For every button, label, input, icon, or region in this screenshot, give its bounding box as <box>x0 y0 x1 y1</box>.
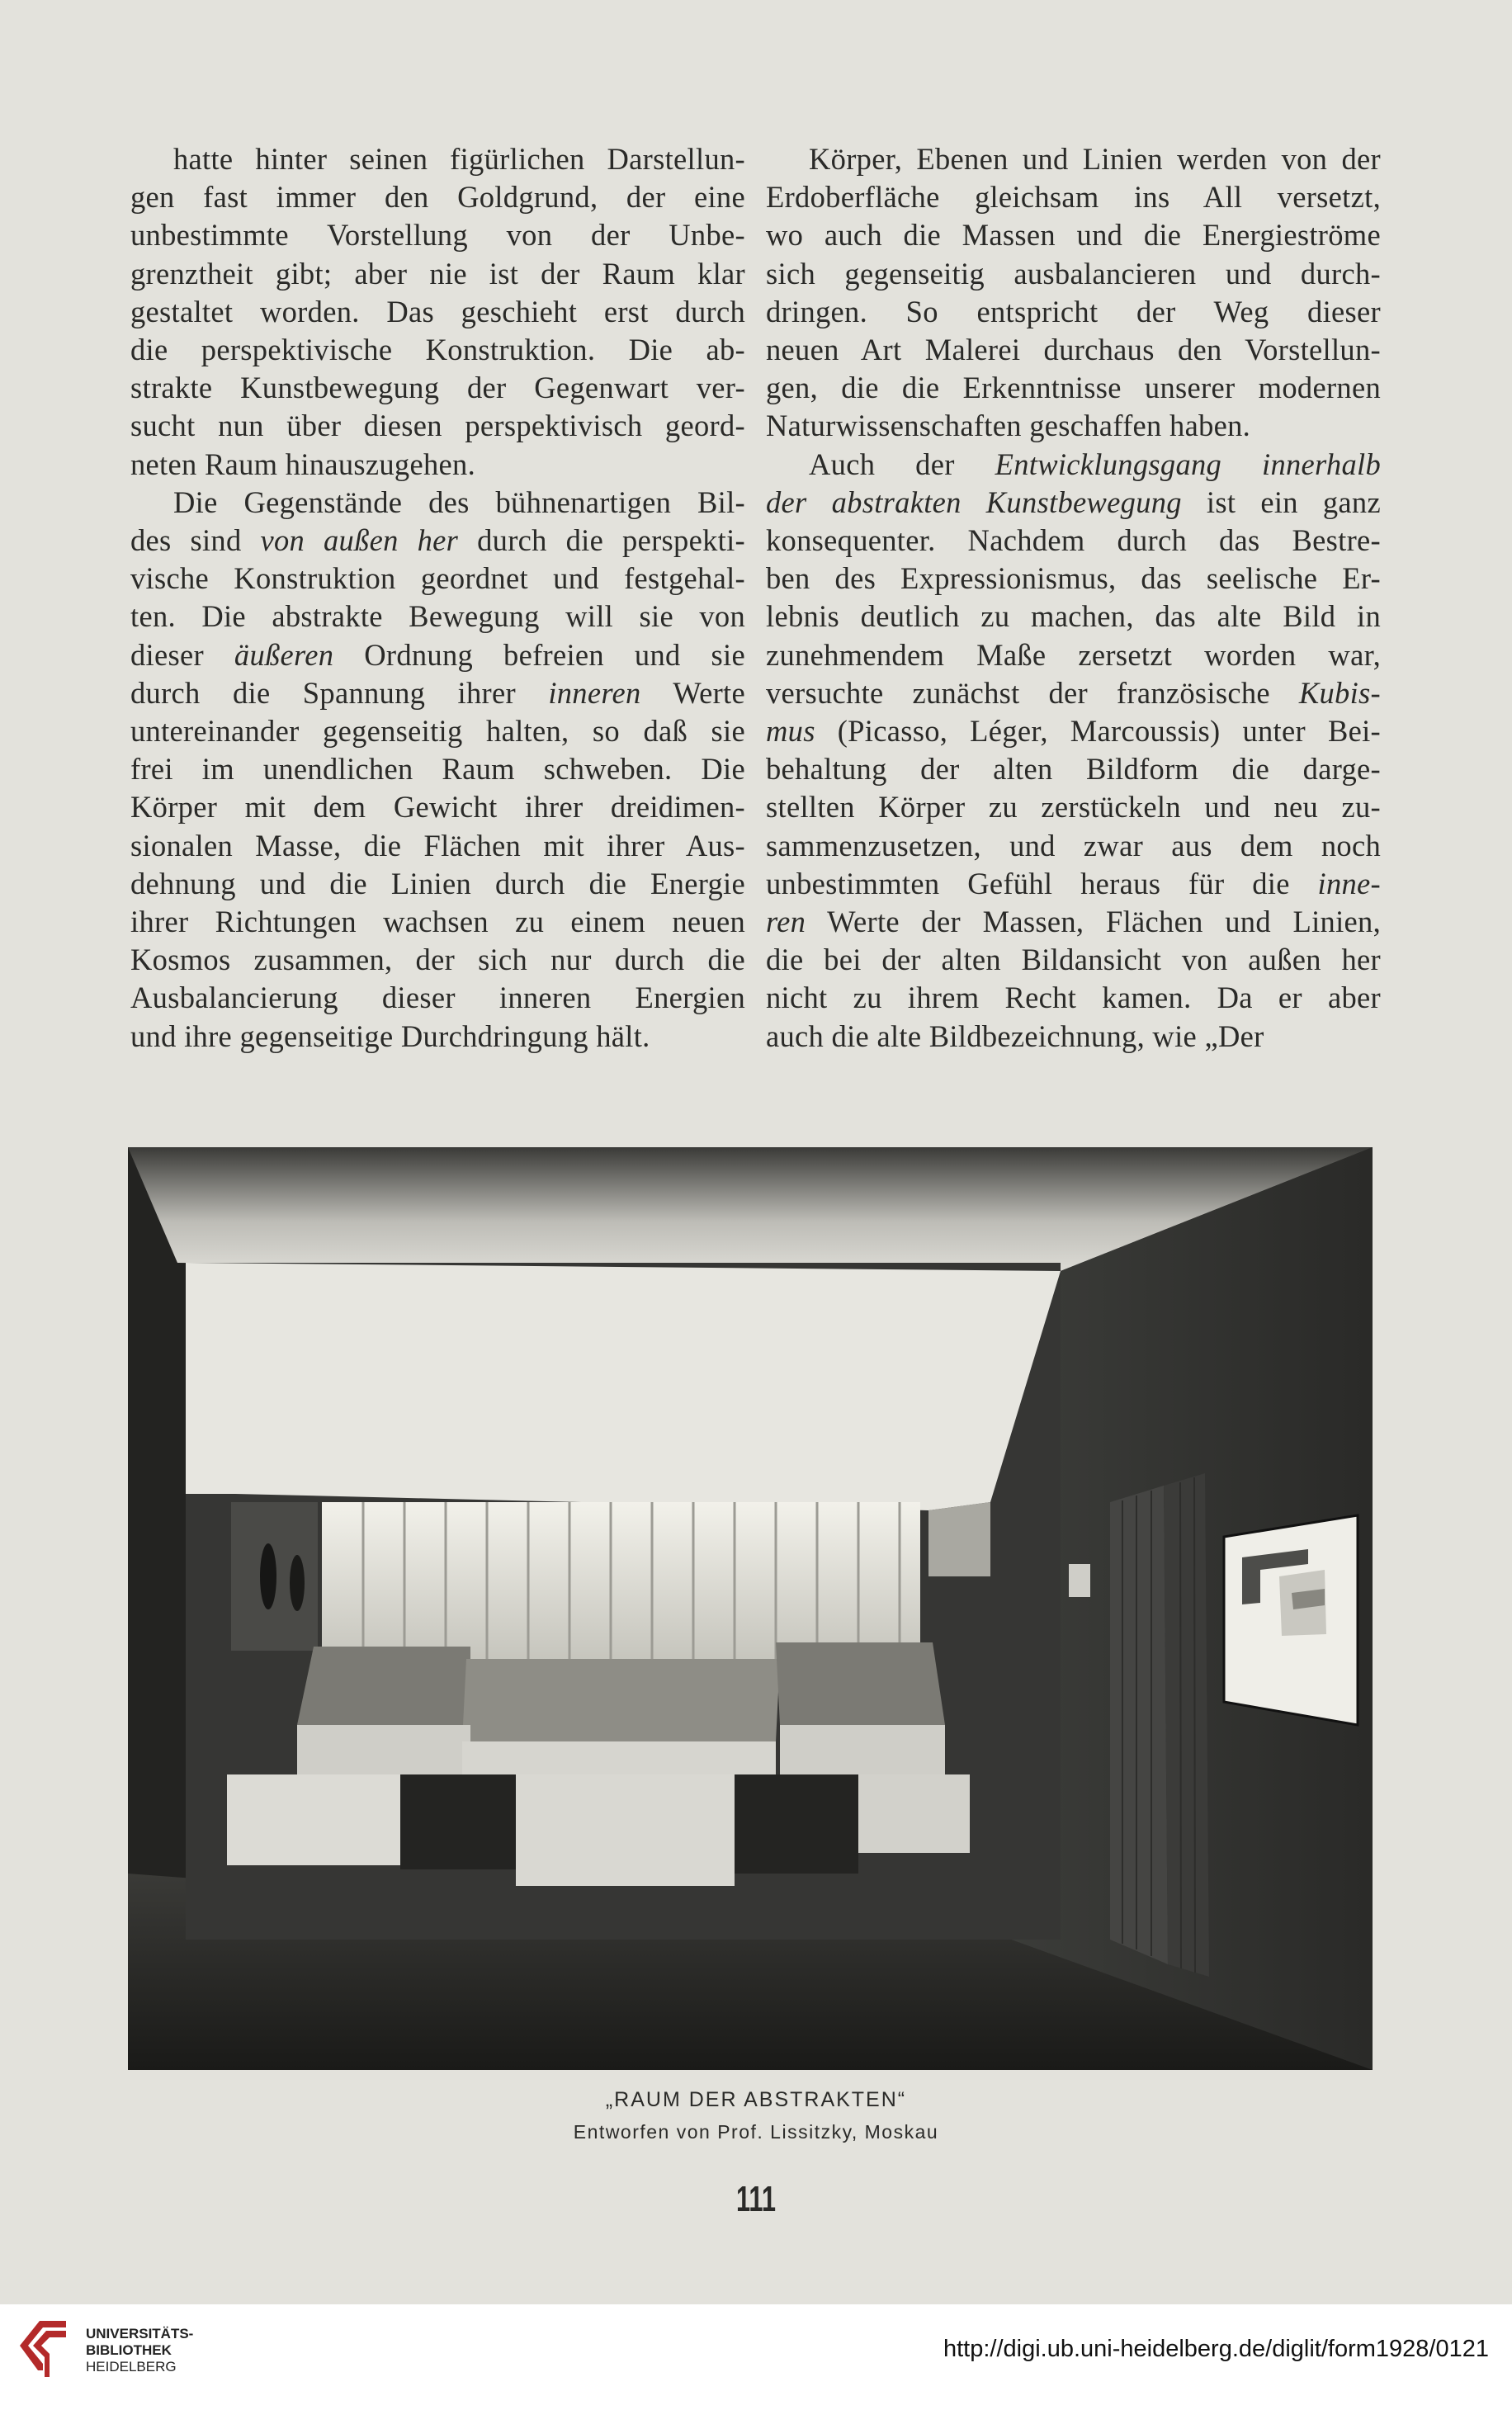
text-line <box>130 636 745 674</box>
text-line: Körper mit dem Gewicht ihrer dreidimen- <box>130 790 745 825</box>
paragraph <box>766 446 1381 1056</box>
text-line <box>766 674 1381 712</box>
text-segment: Ordnung befreien und sie <box>333 637 745 672</box>
text-line: und ihre gegenseitige Durchdringung hält. <box>130 1018 650 1053</box>
text-line: ben des Expressionismus, das seelische Er- <box>766 561 1381 596</box>
text-line: behaltung der alten Bildform die darge- <box>766 752 1381 787</box>
text-line: wo auch die Massen und die Energieströme <box>766 218 1381 253</box>
text-line: zunehmendem Maße zersetzt worden war, <box>766 637 1381 672</box>
text-segment: dieser <box>130 637 234 672</box>
text-line: sucht nun über diesen perspektivisch geord- <box>130 409 745 443</box>
text-segment: Auch der <box>809 447 995 481</box>
caption-subtitle: Entworfen von Prof. Lissitzky, Moskau <box>573 2121 939 2143</box>
emphasis: Kubis- <box>1298 675 1381 710</box>
emphasis: inne- <box>1317 866 1381 900</box>
emphasis: mus <box>766 714 815 749</box>
text-line: frei im unendlichen Raum schweben. Die <box>130 752 745 787</box>
text-line: auch die alte Bildbezeichnung, wie „Der <box>766 1018 1264 1053</box>
caption-title: „RAUM DER ABSTRAKTEN“ <box>605 2088 907 2111</box>
text-segment: Werte <box>640 675 745 710</box>
text-line: dringen. So entspricht der Weg dieser <box>766 294 1381 328</box>
text-line <box>130 522 745 560</box>
text-line: grenztheit gibt; aber nie ist der Raum klar <box>130 256 745 291</box>
emphasis: Entwicklungsgang innerhalb <box>995 447 1381 481</box>
source-url-link[interactable]: http://digi.ub.uni-heidelberg.de/diglit/form1928/0121 <box>943 2336 1489 2362</box>
text-line: hatte hinter seinen figürlichen Darstellun- <box>173 142 745 176</box>
text-segment: durch die Spannung ihrer <box>130 675 549 710</box>
text-line <box>130 674 745 712</box>
page-number: 111 <box>736 2179 776 2219</box>
text-segment: ist ein ganz <box>1181 484 1381 519</box>
right-text-column <box>766 140 1381 1056</box>
text-segment: unbestimmten Gefühl heraus für die <box>766 866 1318 900</box>
text-segment: (Picasso, Léger, Marcoussis) unter Bei- <box>815 714 1381 749</box>
exhibition-room-photo <box>128 1147 1373 2070</box>
text-line: dehnung und die Linien durch die Energie <box>130 866 745 900</box>
library-logo-icon <box>15 2313 74 2379</box>
text-line: Kosmos zusammen, der sich nur durch die <box>130 943 745 977</box>
text-segment: versuchte zunächst der französische <box>766 675 1299 710</box>
emphasis: ren <box>766 905 806 939</box>
text-line: gen fast immer den Goldgrund, der eine <box>130 180 745 215</box>
text-line <box>766 865 1381 903</box>
text-line: Ausbalancierung dieser inneren Energien <box>130 981 745 1015</box>
text-line: gen, die die Erkenntnisse unserer modernen <box>766 371 1381 405</box>
text-line <box>766 484 1381 522</box>
text-line: neten Raum hinauszugehen. <box>130 447 475 481</box>
text-line: sich gegenseitig ausbalancieren und durch- <box>766 256 1381 291</box>
paragraph <box>766 140 1381 446</box>
text-line: Naturwissenschaften geschaffen haben. <box>766 409 1251 443</box>
text-line: die perspektivische Konstruktion. Die ab- <box>130 333 745 367</box>
text-line: lebnis deutlich zu machen, das alte Bild in <box>766 599 1381 634</box>
text-line: neuen Art Malerei durchaus den Vorstellun- <box>766 333 1381 367</box>
footer-bar <box>0 2304 1512 2410</box>
text-line: ten. Die abstrakte Bewegung will sie von <box>130 599 745 634</box>
emphasis: der abstrakten Kunstbewegung <box>766 484 1182 519</box>
text-line: strakte Kunstbewegung der Gegenwart ver- <box>130 371 745 405</box>
text-line: vische Konstruktion geordnet und festgehal- <box>130 561 745 596</box>
text-line: sionalen Masse, die Flächen mit ihrer Aus- <box>130 828 745 862</box>
text-line: ihrer Richtungen wachsen zu einem neuen <box>130 905 745 939</box>
text-line: Körper, Ebenen und Linien werden von der <box>809 142 1381 176</box>
text-line: nicht zu ihrem Recht kamen. Da er aber <box>766 981 1381 1015</box>
paragraph <box>130 140 745 484</box>
emphasis: inneren <box>548 675 641 710</box>
library-name-line: UNIVERSITÄTS- <box>86 2326 194 2341</box>
left-text-column <box>130 140 745 1056</box>
library-name-line: HEIDELBERG <box>86 2359 177 2375</box>
text-line: konsequenter. Nachdem durch das Bestre- <box>766 523 1381 558</box>
text-line: gestaltet worden. Das geschieht erst durch <box>130 294 745 328</box>
text-segment: durch die perspekti- <box>458 523 745 558</box>
library-name <box>86 2326 193 2375</box>
text-segment: Werte der Massen, Flächen und Linien, <box>806 905 1381 939</box>
text-line <box>766 446 1381 484</box>
emphasis: äußeren <box>234 637 334 672</box>
text-line <box>766 903 1381 941</box>
text-line: Erdoberfläche gleichsam ins All versetzt, <box>766 180 1381 215</box>
text-line: unbestimmte Vorstellung von der Unbe- <box>130 218 745 253</box>
text-line: stellten Körper zu zerstückeln und neu zu- <box>766 790 1381 825</box>
text-line <box>766 712 1381 750</box>
text-line: sammenzusetzen, und zwar aus dem noch <box>766 828 1381 862</box>
text-line: untereinander gegenseitig halten, so daß sie <box>130 714 745 749</box>
text-line: Die Gegenstände des bühnenartigen Bil- <box>173 484 745 519</box>
text-line: die bei der alten Bildansicht von außen her <box>766 943 1381 977</box>
emphasis: von außen her <box>260 523 459 558</box>
paragraph <box>130 484 745 1056</box>
library-name-line: BIBLIOTHEK <box>86 2342 172 2358</box>
text-segment: des sind <box>130 523 261 558</box>
